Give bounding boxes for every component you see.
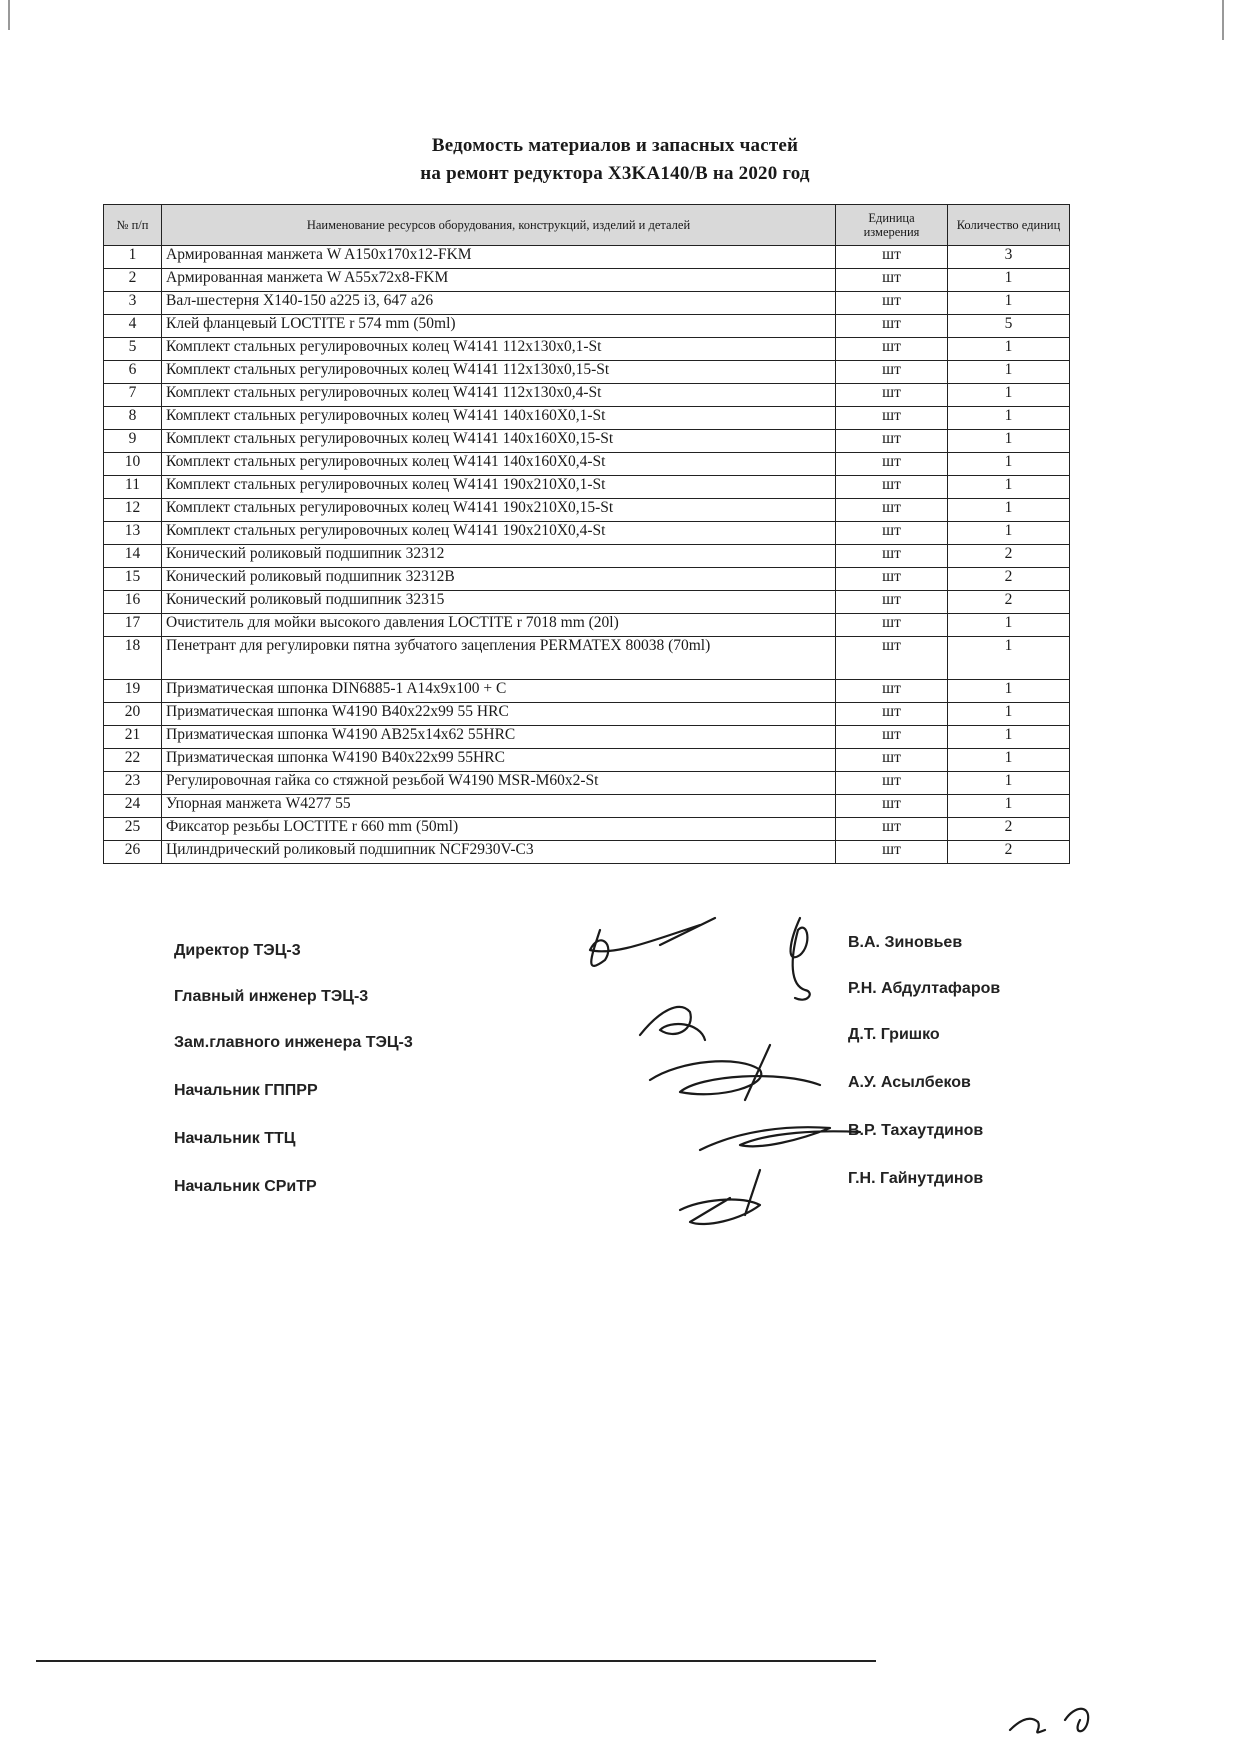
row-item-name: Призматическая шпонка W4190 AB25x14x62 55HRC	[162, 726, 836, 749]
row-quantity: 1	[948, 680, 1070, 703]
row-number: 5	[104, 338, 162, 361]
signature-deputy	[640, 1007, 705, 1040]
row-quantity: 1	[948, 614, 1070, 637]
row-unit: шт	[836, 545, 948, 568]
row-quantity: 1	[948, 772, 1070, 795]
row-item-name: Очиститель для мойки высокого давления LOCTITE r 7018 mm (20l)	[162, 614, 836, 637]
row-quantity: 2	[948, 591, 1070, 614]
row-unit: шт	[836, 818, 948, 841]
row-item-name: Комплект стальных регулировочных колец W4141 140x160X0,15-St	[162, 430, 836, 453]
row-quantity: 2	[948, 818, 1070, 841]
signatory-position: Начальник ТТЦ	[174, 1130, 296, 1147]
signatory-position: Директор ТЭЦ-3	[174, 942, 301, 959]
header-qty: Количество единиц	[948, 205, 1070, 246]
row-quantity: 3	[948, 246, 1070, 269]
row-item-name: Комплект стальных регулировочных колец W4141 140x160X0,4-St	[162, 453, 836, 476]
signature-director	[590, 918, 715, 966]
row-quantity: 1	[948, 453, 1070, 476]
row-item-name: Цилиндрический роликовый подшипник NCF2930V-C3	[162, 841, 836, 864]
row-quantity: 1	[948, 292, 1070, 315]
row-quantity: 1	[948, 476, 1070, 499]
row-unit: шт	[836, 772, 948, 795]
row-unit: шт	[836, 499, 948, 522]
bottom-rule	[36, 1660, 876, 1662]
row-number: 25	[104, 818, 162, 841]
signatory-name: Г.Н. Гайнутдинов	[848, 1170, 984, 1187]
row-quantity: 1	[948, 384, 1070, 407]
row-quantity: 1	[948, 703, 1070, 726]
row-number: 24	[104, 795, 162, 818]
row-item-name: Комплект стальных регулировочных колец W4141 190x210X0,1-St	[162, 476, 836, 499]
row-item-name: Комплект стальных регулировочных колец W4141 190x210X0,15-St	[162, 499, 836, 522]
row-unit: шт	[836, 591, 948, 614]
row-number: 17	[104, 614, 162, 637]
row-quantity: 1	[948, 430, 1070, 453]
row-unit: шт	[836, 453, 948, 476]
row-quantity: 2	[948, 568, 1070, 591]
row-item-name: Комплект стальных регулировочных колец W4141 112x130x0,4-St	[162, 384, 836, 407]
row-number: 4	[104, 315, 162, 338]
row-quantity: 2	[948, 545, 1070, 568]
row-unit: шт	[836, 269, 948, 292]
row-number: 14	[104, 545, 162, 568]
row-number: 11	[104, 476, 162, 499]
row-quantity: 1	[948, 637, 1070, 680]
row-item-name: Комплект стальных регулировочных колец W4141 112x130x0,1-St	[162, 338, 836, 361]
row-unit: шт	[836, 703, 948, 726]
signature-gpprr	[650, 1045, 820, 1100]
row-quantity: 1	[948, 361, 1070, 384]
row-item-name: Призматическая шпонка W4190 B40x22x99 55HRC	[162, 749, 836, 772]
row-quantity: 1	[948, 749, 1070, 772]
signatory-name: Р.Н. Абдултафаров	[848, 980, 1001, 997]
row-number: 2	[104, 269, 162, 292]
row-quantity: 1	[948, 726, 1070, 749]
row-item-name: Упорная манжета W4277 55	[162, 795, 836, 818]
row-item-name: Армированная манжета W A150x170x12-FKM	[162, 246, 836, 269]
row-quantity: 2	[948, 841, 1070, 864]
signatory-position: Зам.главного инженера ТЭЦ-3	[174, 1034, 413, 1051]
signatory-position: Начальник СРиТР	[174, 1178, 317, 1195]
row-number: 20	[104, 703, 162, 726]
row-number: 21	[104, 726, 162, 749]
row-unit: шт	[836, 726, 948, 749]
row-unit: шт	[836, 841, 948, 864]
row-item-name: Регулировочная гайка со стяжной резьбой W4190 MSR-M60x2-St	[162, 772, 836, 795]
row-item-name: Призматическая шпонка W4190 B40x22x99 55 HRC	[162, 703, 836, 726]
row-number: 7	[104, 384, 162, 407]
row-number: 26	[104, 841, 162, 864]
signature-chief-engineer	[791, 918, 810, 1000]
row-number: 13	[104, 522, 162, 545]
row-quantity: 5	[948, 315, 1070, 338]
row-quantity: 1	[948, 795, 1070, 818]
header-unit: Единица измерения	[836, 205, 948, 246]
row-unit: шт	[836, 315, 948, 338]
row-unit: шт	[836, 614, 948, 637]
row-number: 15	[104, 568, 162, 591]
signature-sritr	[680, 1170, 760, 1224]
row-quantity: 1	[948, 522, 1070, 545]
row-item-name: Конический роликовый подшипник 32315	[162, 591, 836, 614]
row-unit: шт	[836, 338, 948, 361]
row-number: 10	[104, 453, 162, 476]
row-number: 19	[104, 680, 162, 703]
row-number: 23	[104, 772, 162, 795]
row-unit: шт	[836, 568, 948, 591]
row-number: 16	[104, 591, 162, 614]
row-unit: шт	[836, 522, 948, 545]
row-quantity: 1	[948, 407, 1070, 430]
header-num: № п/п	[104, 205, 162, 246]
scan-edge-mark	[1222, 0, 1224, 40]
row-unit: шт	[836, 430, 948, 453]
row-quantity: 1	[948, 499, 1070, 522]
row-number: 1	[104, 246, 162, 269]
row-item-name: Призматическая шпонка DIN6885-1 A14x9x100 + C	[162, 680, 836, 703]
row-number: 3	[104, 292, 162, 315]
signatory-name: В.А. Зиновьев	[848, 934, 963, 951]
row-unit: шт	[836, 680, 948, 703]
row-item-name: Фиксатор резьбы LOCTITE r 660 mm (50ml)	[162, 818, 836, 841]
row-unit: шт	[836, 637, 948, 680]
signature-ttc	[700, 1127, 860, 1150]
signature-corner	[1010, 1709, 1088, 1733]
row-number: 9	[104, 430, 162, 453]
scan-edge-mark	[8, 0, 10, 30]
signatory-name: А.У. Асылбеков	[848, 1074, 971, 1091]
row-number: 6	[104, 361, 162, 384]
row-unit: шт	[836, 749, 948, 772]
row-item-name: Конический роликовый подшипник 32312	[162, 545, 836, 568]
row-item-name: Армированная манжета W A55x72x8-FKM	[162, 269, 836, 292]
row-unit: шт	[836, 795, 948, 818]
row-item-name: Конический роликовый подшипник 32312B	[162, 568, 836, 591]
signatory-name: В.Р. Тахаутдинов	[848, 1122, 984, 1139]
row-unit: шт	[836, 246, 948, 269]
row-quantity: 1	[948, 269, 1070, 292]
row-item-name: Вал-шестерня X140-150 a225 i3, 647 a26	[162, 292, 836, 315]
row-unit: шт	[836, 292, 948, 315]
row-unit: шт	[836, 407, 948, 430]
row-item-name: Клей фланцевый LOCTITE r 574 mm (50ml)	[162, 315, 836, 338]
row-item-name: Комплект стальных регулировочных колец W4141 190x210X0,4-St	[162, 522, 836, 545]
row-number: 18	[104, 637, 162, 680]
header-name: Наименование ресурсов оборудования, конструкций, изделий и деталей	[162, 205, 836, 246]
row-number: 22	[104, 749, 162, 772]
title-line-2: на ремонт редуктора X3KA140/B на 2020 год	[420, 163, 810, 184]
row-number: 8	[104, 407, 162, 430]
row-quantity: 1	[948, 338, 1070, 361]
row-unit: шт	[836, 361, 948, 384]
signatory-position: Главный инженер ТЭЦ-3	[174, 988, 369, 1005]
row-unit: шт	[836, 476, 948, 499]
row-item-name: Комплект стальных регулировочных колец W4141 112x130x0,15-St	[162, 361, 836, 384]
row-unit: шт	[836, 384, 948, 407]
signatory-name: Д.Т. Гришко	[848, 1026, 940, 1043]
row-number: 12	[104, 499, 162, 522]
row-item-name: Пенетрант для регулировки пятна зубчатого зацепления PERMATEX 80038 (70ml)	[162, 637, 836, 680]
signatory-position: Начальник ГППРР	[174, 1082, 318, 1099]
row-item-name: Комплект стальных регулировочных колец W4141 140x160X0,1-St	[162, 407, 836, 430]
title-line-1: Ведомость материалов и запасных частей	[431, 135, 799, 156]
